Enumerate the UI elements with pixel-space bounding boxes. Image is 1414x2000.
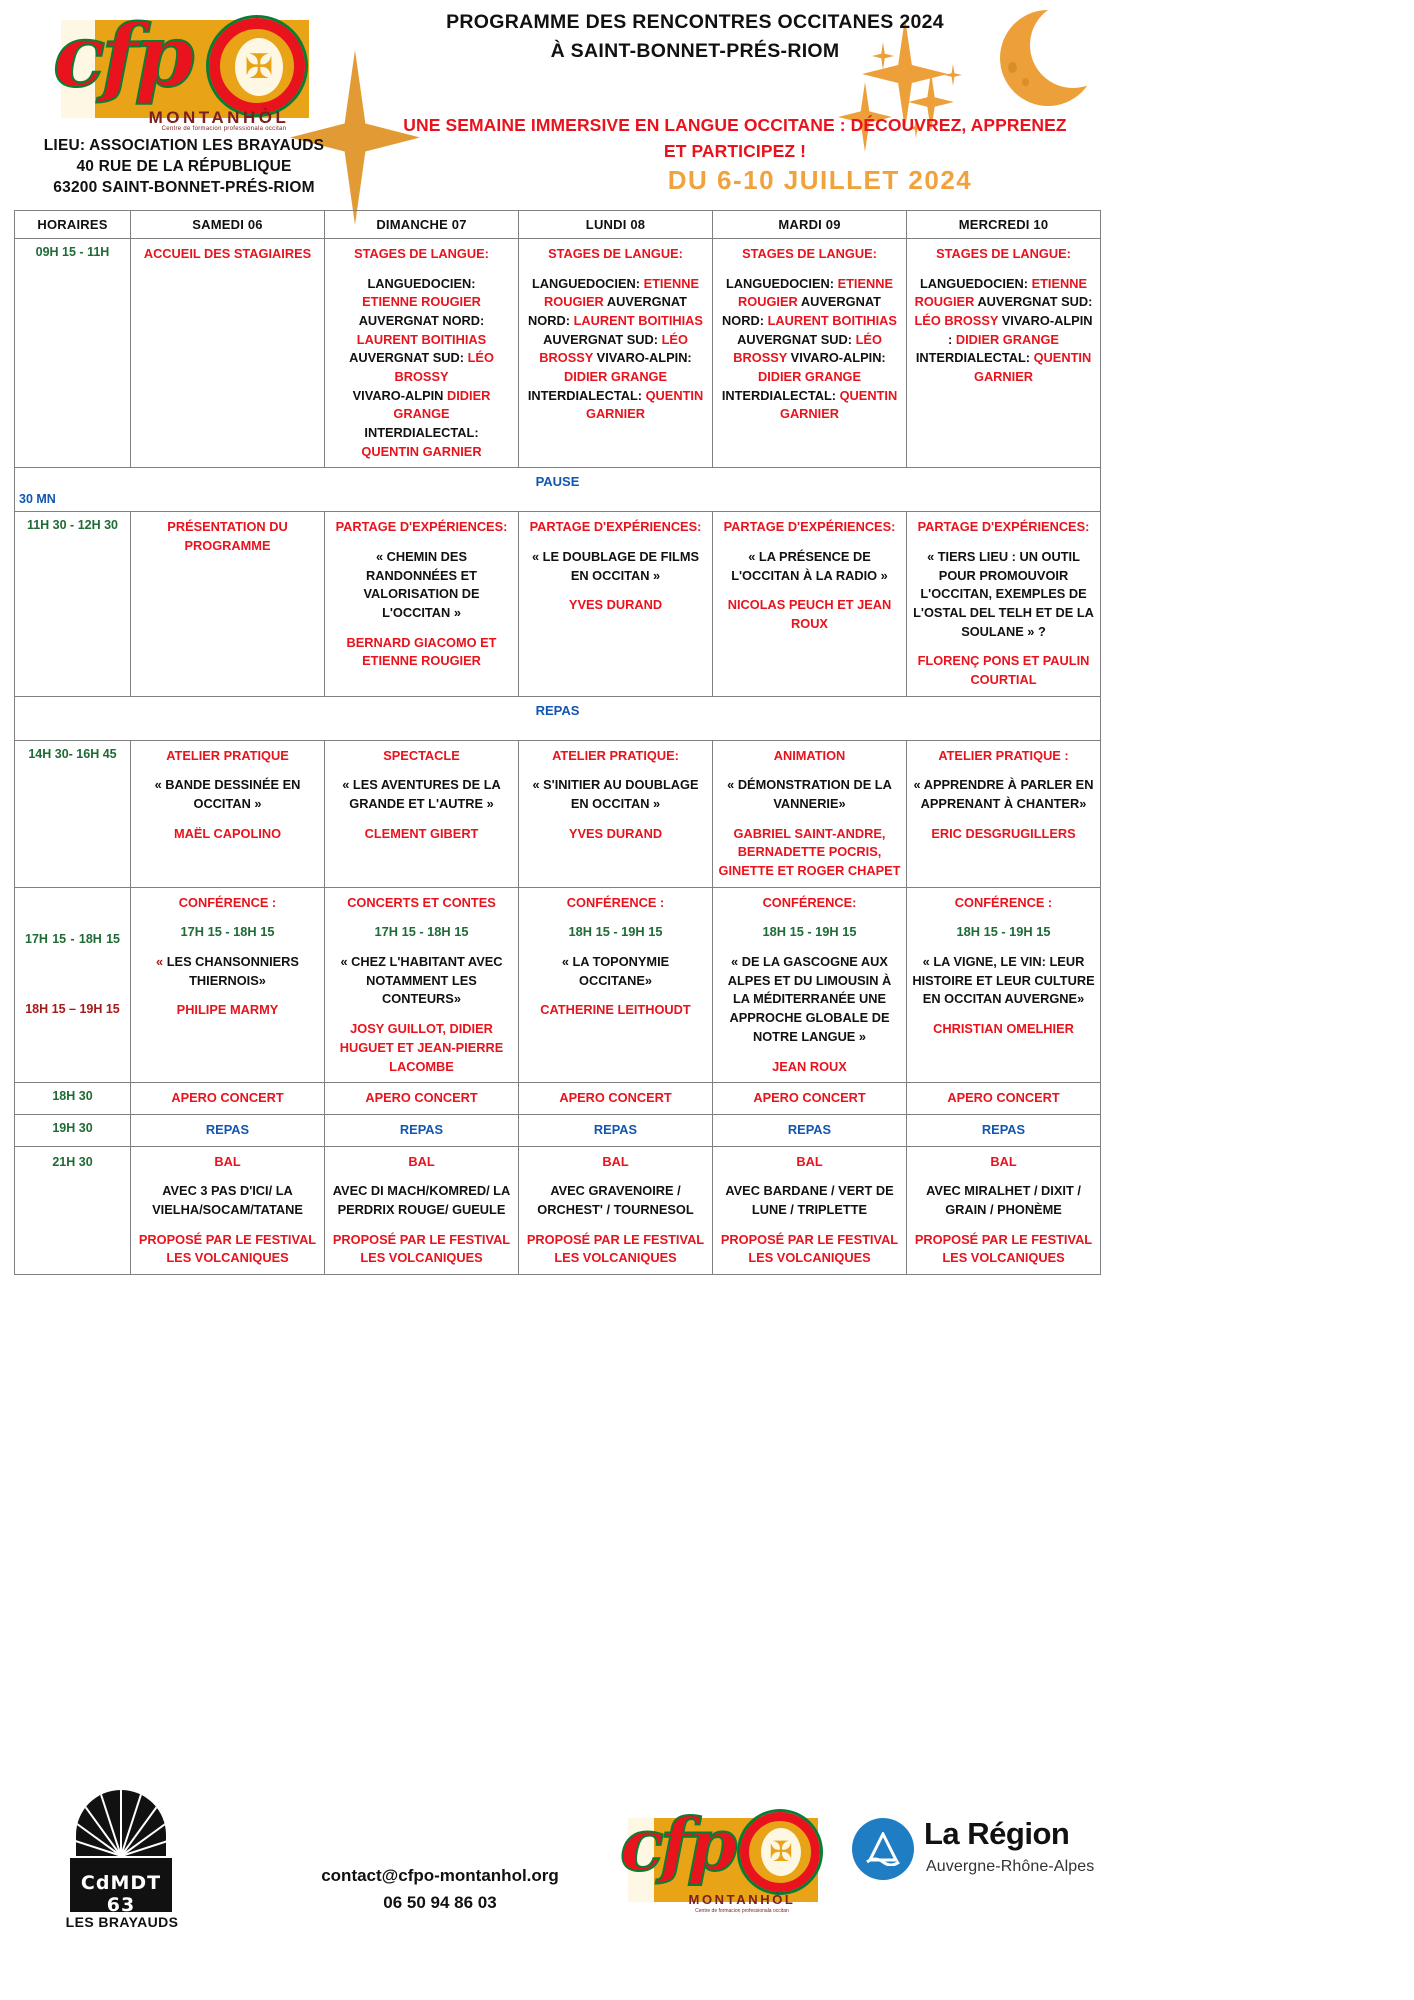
- dialect-label-auvergnat-nord: AUVERGNAT NORD:: [528, 294, 687, 329]
- page-subtitle: [370, 112, 1100, 165]
- dialect-label-interdialectal: INTERDIALECTAL:: [364, 425, 479, 441]
- cell-lun-conference: [519, 887, 713, 1082]
- table-row: [15, 740, 1101, 887]
- conference-time: 17H 15 - 18H 15: [374, 924, 469, 940]
- conference-topic: « LA TOPONYMIE OCCITANE»: [561, 954, 670, 988]
- schedule-table: [14, 210, 1101, 1275]
- row-time-1830: 18H 30: [15, 1083, 131, 1115]
- dialect-teacher-auvergnat-nord: LAURENT BOITIHIAS: [573, 313, 703, 329]
- dialect-teacher-interdialectal: QUENTIN GARNIER: [361, 443, 482, 459]
- dialect-label-languedocien: LANGUEDOCIEN:: [919, 275, 1029, 291]
- conference-topic: « CHEZ L'HABITANT AVEC NOTAMMENT LES CONTEURS»: [340, 954, 503, 1007]
- cell-dim-partage: [325, 512, 519, 696]
- bal-lineup: AVEC 3 PAS D'ICI/ LA VIELHA/SOCAM/TATANE: [152, 1183, 303, 1217]
- cell-mar-bal: [713, 1146, 907, 1274]
- cell-mar-stages: [713, 239, 907, 468]
- partage-title: PARTAGE D'EXPÉRIENCES:: [335, 519, 508, 535]
- bal-label: BAL: [796, 1153, 823, 1169]
- row-time-0915: 09H 15 - 11H: [15, 239, 131, 468]
- bal-label: BAL: [990, 1153, 1017, 1169]
- page-title: [300, 8, 1090, 67]
- conference-topic: « LA VIGNE, LE VIN: LEUR HISTOIRE ET LEUR CULTURE EN OCCITAN AUVERGNE»: [912, 954, 1095, 1007]
- dialect-teacher-auvergnat-nord: LAURENT BOITIHIAS: [356, 331, 487, 347]
- conference-speaker: JEAN ROUX: [772, 1058, 847, 1074]
- venue-line-1: LIEU: ASSOCIATION LES BRAYAUDS: [43, 137, 325, 154]
- conference-speaker: CHRISTIAN OMELHIER: [933, 1021, 1074, 1037]
- table-row: [15, 887, 1101, 1082]
- cell-lun-apero: [519, 1083, 713, 1115]
- dialect-teacher-interdialectal: QUENTIN GARNIER: [779, 387, 898, 422]
- row-time-1930: 19H 30: [15, 1114, 131, 1146]
- title-line-1: PROGRAMME DES RENCONTRES OCCITANES 2024: [446, 11, 944, 33]
- dialect-teacher-vivaro-alpin: DIDIER GRANGE: [955, 331, 1059, 347]
- activity-title: ATELIER PRATIQUE:: [552, 747, 679, 763]
- accueil-title: ACCUEIL DES STAGIAIRES: [143, 246, 312, 261]
- brayauds-cdmdt-label: CdMDT 63: [80, 1872, 162, 1916]
- decorative-star-small-2: [944, 64, 962, 86]
- dialect-teacher-auvergnat-sud: LÉO BROSSY: [394, 350, 494, 385]
- activity-topic: « S'INITIER AU DOUBLAGE EN OCCITAN »: [532, 777, 699, 812]
- column-header-horaires: HORAIRES: [15, 211, 131, 239]
- activity-speaker: GABRIEL SAINT-ANDRE, BERNADETTE POCRIS, GINETTE ET ROGER CHAPET: [718, 825, 901, 879]
- row-time-1815-secondary: 18H 15 – 19H 15: [25, 1001, 120, 1016]
- row-time-1715-primary: 17H 15 - 18H 15: [25, 931, 120, 946]
- stages-title: STAGES DE LANGUE:: [548, 246, 683, 261]
- conference-quote-mark: «: [156, 954, 164, 970]
- region-name: La Région: [924, 1816, 1070, 1851]
- dialect-teacher-interdialectal: QUENTIN GARNIER: [973, 350, 1092, 385]
- cfpo-footer-logo: [610, 1800, 830, 1930]
- cell-mar-repas: [713, 1114, 907, 1146]
- partage-topic: « TIERS LIEU : UN OUTIL POUR PROMOUVOIR L'OCCITAN, EXEMPLES DE L'OSTAL DEL TELH ET DE LA SOULANE » ?: [913, 549, 1094, 639]
- cell-mer-repas: [907, 1114, 1101, 1146]
- bal-lineup: AVEC GRAVENOIRE / ORCHEST' / TOURNESOL: [537, 1183, 694, 1217]
- dialect-label-vivaro-alpin: VIVARO-ALPIN :: [948, 313, 1093, 347]
- cell-dim-stages: [325, 239, 519, 468]
- dialect-label-auvergnat-sud: AUVERGNAT SUD:: [349, 350, 465, 366]
- apero-label: APERO CONCERT: [559, 1090, 672, 1106]
- occitan-cross-icon: ✠: [235, 38, 283, 96]
- dialect-teacher-vivaro-alpin: DIDIER GRANGE: [393, 387, 491, 422]
- dialect-label-vivaro-alpin: VIVARO-ALPIN:: [790, 350, 886, 366]
- partage-topic: « LE DOUBLAGE DE FILMS EN OCCITAN »: [531, 549, 700, 583]
- dialect-teacher-languedocien: ETIENNE ROUGIER: [914, 275, 1088, 310]
- brayauds-label: LES BRAYAUDS: [65, 1914, 179, 1930]
- occitan-cross-icon: ✠: [761, 1828, 801, 1876]
- contact-block: [250, 1862, 630, 1916]
- table-row: [15, 1114, 1101, 1146]
- activity-topic: « DÉMONSTRATION DE LA VANNERIE»: [727, 777, 892, 812]
- cell-mer-conference: [907, 887, 1101, 1082]
- cell-sam-stages: [131, 239, 325, 468]
- cell-lun-stages: [519, 239, 713, 468]
- dialect-label-auvergnat-nord: AUVERGNAT NORD:: [722, 294, 881, 329]
- column-header-dimanche: DIMANCHE 07: [325, 211, 519, 239]
- conference-title: CONFÉRENCE :: [178, 894, 277, 910]
- pause-duration: 30 MN: [19, 492, 56, 507]
- partage-title: PARTAGE D'EXPÉRIENCES:: [529, 519, 702, 535]
- cell-dim-bal: [325, 1146, 519, 1274]
- conference-title: CONFÉRENCE:: [762, 894, 857, 910]
- cell-lun-partage: [519, 512, 713, 696]
- cell-mer-bal: [907, 1146, 1101, 1274]
- repas-label: REPAS: [399, 1121, 444, 1137]
- cell-mer-partage: [907, 512, 1101, 696]
- partage-speaker: NICOLAS PEUCH ET JEAN ROUX: [727, 597, 892, 632]
- dialect-label-languedocien: LANGUEDOCIEN:: [531, 275, 641, 291]
- subtitle-line-1: UNE SEMAINE IMMERSIVE EN LANGUE OCCITANE : DÉCOUVREZ, APPRENEZ: [403, 115, 1067, 135]
- bal-organizer: PROPOSÉ PAR LE FESTIVAL LES VOLCANIQUES: [138, 1231, 317, 1266]
- pause-label: PAUSE: [535, 474, 580, 490]
- cell-mer-stages: [907, 239, 1101, 468]
- partage-topic: « CHEMIN DES RANDONNÉES ET VALORISATION DE L'OCCITAN »: [363, 549, 480, 621]
- dialect-label-interdialectal: INTERDIALECTAL:: [527, 387, 643, 403]
- dialect-teacher-auvergnat-sud: LÉO BROSSY: [733, 331, 882, 366]
- bal-organizer: PROPOSÉ PAR LE FESTIVAL LES VOLCANIQUES: [526, 1231, 705, 1266]
- region-badge-icon: [852, 1818, 914, 1880]
- activity-speaker: YVES DURAND: [568, 825, 663, 841]
- cell-mar-animation: [713, 740, 907, 887]
- bal-label: BAL: [602, 1153, 629, 1169]
- conference-time: 17H 15 - 18H 15: [180, 924, 275, 940]
- event-dates: DU 6-10 JUILLET 2024: [667, 165, 973, 195]
- repas-band-row: [15, 696, 1101, 740]
- dialect-label-interdialectal: INTERDIALECTAL:: [721, 387, 837, 403]
- cell-sam-atelier: [131, 740, 325, 887]
- bal-organizer: PROPOSÉ PAR LE FESTIVAL LES VOLCANIQUES: [914, 1231, 1093, 1266]
- dialect-teacher-auvergnat-sud: LÉO BROSSY: [914, 313, 999, 329]
- partage-speaker: YVES DURAND: [568, 597, 663, 613]
- venue-line-3: 63200 SAINT-BONNET-PRÉS-RIOM: [53, 178, 315, 196]
- conference-speaker: CATHERINE LEITHOUDT: [540, 1002, 691, 1018]
- cell-sam-presentation: [131, 512, 325, 696]
- apero-label: APERO CONCERT: [365, 1090, 478, 1106]
- region-subtitle: Auvergne-Rhône-Alpes: [926, 1858, 1095, 1875]
- cell-mar-partage: [713, 512, 907, 696]
- bal-label: BAL: [408, 1153, 435, 1169]
- column-header-samedi: SAMEDI 06: [131, 211, 325, 239]
- activity-speaker: ERIC DESGRUGILLERS: [931, 825, 1076, 841]
- cell-mar-apero: [713, 1083, 907, 1115]
- partage-title: PARTAGE D'EXPÉRIENCES:: [917, 519, 1090, 535]
- dialect-label-auvergnat-sud: AUVERGNAT SUD:: [977, 294, 1093, 310]
- dialect-label-languedocien: LANGUEDOCIEN:: [725, 275, 835, 291]
- activity-title: ATELIER PRATIQUE :: [938, 747, 1069, 763]
- cell-dim-concerts: [325, 887, 519, 1082]
- partage-title: PARTAGE D'EXPÉRIENCES:: [723, 519, 896, 535]
- partage-speaker: FLORENÇ PONS ET PAULIN COURTIAL: [917, 653, 1090, 688]
- conference-speaker: PHILIPE MARMY: [176, 1002, 279, 1018]
- repas-label: REPAS: [787, 1121, 832, 1137]
- dialect-label-vivaro-alpin: VIVARO-ALPIN:: [596, 350, 692, 366]
- table-row: [15, 512, 1101, 696]
- cell-mer-apero: [907, 1083, 1101, 1115]
- venue-address: [14, 136, 354, 198]
- dialect-teacher-languedocien: ETIENNE ROUGIER: [738, 275, 894, 310]
- activity-title: ANIMATION: [773, 747, 846, 763]
- dialect-teacher-vivaro-alpin: DIDIER GRANGE: [563, 369, 668, 385]
- activity-speaker: MAËL CAPOLINO: [173, 825, 282, 841]
- row-time-1430: 14H 30- 16H 45: [15, 740, 131, 887]
- table-row: [15, 239, 1101, 468]
- contact-phone[interactable]: 06 50 94 86 03: [383, 1893, 497, 1913]
- activity-title: ATELIER PRATIQUE: [166, 747, 289, 763]
- cell-sam-apero: [131, 1083, 325, 1115]
- cell-sam-conference: [131, 887, 325, 1082]
- page-footer: [0, 1790, 1114, 2000]
- venue-line-2: 40 RUE DE LA RÉPUBLIQUE: [76, 157, 292, 175]
- column-header-lundi: LUNDI 08: [519, 211, 713, 239]
- dialect-label-languedocien: LANGUEDOCIEN:: [367, 275, 476, 291]
- activity-title: SPECTACLE: [383, 747, 460, 763]
- dialect-label-interdialectal: INTERDIALECTAL:: [915, 350, 1031, 366]
- conference-speaker: JOSY GUILLOT, DIDIER HUGUET ET JEAN-PIERRE LACOMBE: [339, 1021, 504, 1074]
- cell-dim-repas: [325, 1114, 519, 1146]
- logo-montanhol-label: MONTANHÒL: [148, 108, 290, 127]
- repas-label: REPAS: [535, 702, 580, 718]
- apero-label: APERO CONCERT: [171, 1090, 284, 1106]
- cell-mar-conference: [713, 887, 907, 1082]
- table-row: [15, 1083, 1101, 1115]
- dialect-label-vivaro-alpin: VIVARO-ALPIN: [352, 387, 444, 403]
- footer-logo-tagline: Centre de formacion professionala occitan: [695, 1908, 789, 1914]
- bal-lineup: AVEC DI MACH/KOMRED/ LA PERDRIX ROUGE/ GUEULE: [332, 1183, 511, 1217]
- dialect-teacher-auvergnat-nord: LAURENT BOITIHIAS: [767, 313, 897, 329]
- repas-band: [15, 696, 1101, 740]
- dialect-label-auvergnat-nord: AUVERGNAT NORD:: [358, 313, 485, 329]
- conference-topic: LES CHANSONNIERS THIERNOIS»: [163, 954, 299, 988]
- conference-title: CONCERTS ET CONTES: [347, 894, 496, 910]
- row-time-2130: 21H 30: [15, 1146, 131, 1274]
- row-time-1715: [15, 887, 131, 1082]
- conference-time: 18H 15 - 19H 15: [568, 924, 663, 940]
- partage-speaker: BERNARD GIACOMO ET ETIENNE ROUGIER: [346, 634, 497, 669]
- conference-time: 18H 15 - 19H 15: [956, 924, 1051, 940]
- bal-organizer: PROPOSÉ PAR LE FESTIVAL LES VOLCANIQUES: [332, 1231, 511, 1266]
- cell-mer-atelier: [907, 740, 1101, 887]
- moon-crater-2: [1022, 78, 1029, 86]
- cell-lun-bal: [519, 1146, 713, 1274]
- bal-lineup: AVEC BARDANE / VERT DE LUNE / TRIPLETTE: [725, 1183, 894, 1217]
- activity-topic: « LES AVENTURES DE LA GRANDE ET L'AUTRE »: [342, 777, 501, 812]
- conference-topic: « DE LA GASCOGNE AUX ALPES ET DU LIMOUSIN À LA MÉDITERRANÉE UNE APPROCHE GLOBALE DE NOTRE LANGUE »: [727, 954, 892, 1044]
- stages-title: STAGES DE LANGUE:: [936, 246, 1071, 261]
- activity-topic: « APPRENDRE À PARLER EN APPRENANT À CHANTER»: [913, 777, 1094, 812]
- stages-title: STAGES DE LANGUE:: [354, 246, 489, 261]
- brayauds-name-box: [70, 1858, 172, 1916]
- bal-organizer: PROPOSÉ PAR LE FESTIVAL LES VOLCANIQUES: [720, 1231, 899, 1266]
- column-header-mercredi: MERCREDI 10: [907, 211, 1101, 239]
- conference-title: CONFÉRENCE :: [954, 894, 1053, 910]
- repas-label: REPAS: [205, 1121, 250, 1137]
- presentation-title: PRÉSENTATION DU PROGRAMME: [167, 519, 288, 554]
- conference-title: CONFÉRENCE :: [566, 894, 665, 910]
- activity-speaker: CLEMENT GIBERT: [364, 825, 479, 841]
- repas-label: REPAS: [593, 1121, 638, 1137]
- dialect-teacher-vivaro-alpin: DIDIER GRANGE: [757, 369, 862, 385]
- cell-dim-apero: [325, 1083, 519, 1115]
- footer-logo-montanhol-label: MONTANHÒL: [688, 1892, 796, 1907]
- cfpo-logo: [39, 8, 329, 130]
- partage-topic: « LA PRÉSENCE DE L'OCCITAN À LA RADIO »: [731, 549, 888, 583]
- pause-band: [15, 468, 1101, 512]
- region-logo: [852, 1812, 1102, 1902]
- conference-time: 18H 15 - 19H 15: [762, 924, 857, 940]
- cell-dim-spectacle: [325, 740, 519, 887]
- stages-title: STAGES DE LANGUE:: [742, 246, 877, 261]
- title-line-2: À SAINT-BONNET-PRÉS-RIOM: [550, 40, 840, 63]
- apero-label: APERO CONCERT: [947, 1090, 1060, 1106]
- brayauds-dome-icon: [76, 1790, 166, 1856]
- activity-topic: « BANDE DESSINÉE EN OCCITAN »: [154, 777, 301, 812]
- bal-label: BAL: [214, 1153, 241, 1169]
- cell-lun-atelier: [519, 740, 713, 887]
- subtitle-line-2: ET PARTICIPEZ !: [663, 141, 807, 162]
- contact-email[interactable]: contact@cfpo-montanhol.org: [321, 1866, 559, 1885]
- cell-sam-bal: [131, 1146, 325, 1274]
- table-header-row: [15, 211, 1101, 239]
- logo-wordmark: cfp: [53, 6, 191, 107]
- dialect-teacher-interdialectal: QUENTIN GARNIER: [585, 387, 704, 422]
- table-row: [15, 1146, 1101, 1274]
- brayauds-logo: [60, 1790, 180, 1940]
- column-header-mardi: MARDI 09: [713, 211, 907, 239]
- cell-lun-repas: [519, 1114, 713, 1146]
- row-time-1130: 11H 30 - 12H 30: [15, 512, 131, 696]
- dialect-teacher-auvergnat-sud: LÉO BROSSY: [539, 331, 688, 366]
- logo-tagline: Centre de formacion professionala occitan: [161, 126, 287, 132]
- dialect-teacher-languedocien: ETIENNE ROUGIER: [544, 275, 700, 310]
- footer-logo-wordmark: cfp: [620, 1802, 734, 1887]
- cell-sam-repas: [131, 1114, 325, 1146]
- repas-label: REPAS: [981, 1121, 1026, 1137]
- apero-label: APERO CONCERT: [753, 1090, 866, 1106]
- dialect-label-auvergnat-sud: AUVERGNAT SUD:: [737, 331, 853, 347]
- page-header: [0, 0, 1414, 208]
- region-mountain-glyph: [863, 1832, 903, 1866]
- dialect-teacher-languedocien: ETIENNE ROUGIER: [362, 294, 481, 310]
- dialect-label-auvergnat-sud: AUVERGNAT SUD:: [543, 331, 659, 347]
- bal-lineup: AVEC MIRALHET / DIXIT / GRAIN / PHONÈME: [926, 1183, 1081, 1217]
- pause-band-row: [15, 468, 1101, 512]
